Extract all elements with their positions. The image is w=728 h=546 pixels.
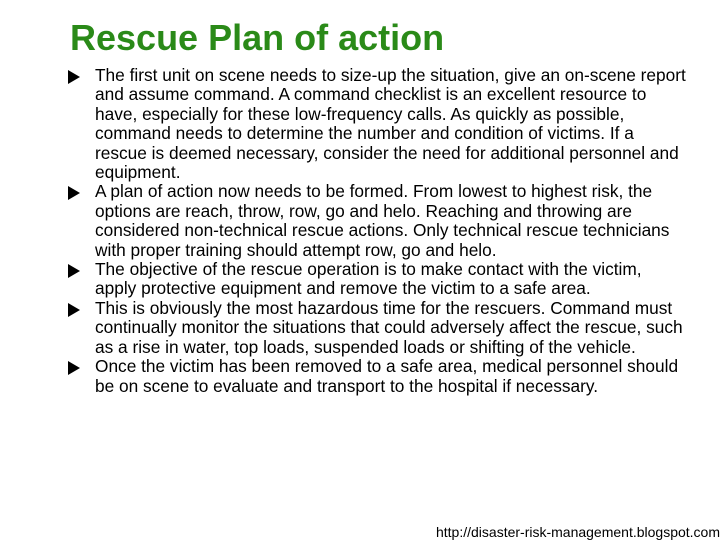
bullet-text: Once the victim has been removed to a safe area, medical personnel should be on scene to evaluate and transport to the hospital if necessary. [95,356,679,396]
bullet-arrow-icon [68,361,80,375]
bullet-arrow-icon [68,303,80,317]
list-item [68,66,686,182]
bullet-arrow-icon [68,264,80,278]
list-item [68,299,686,357]
bullet-list [68,66,686,396]
bullet-text: The first unit on scene needs to size-up the situation, give an on-scene report and assume command. A command checklist is an excellent resource to have, especially for these low-frequency calls. As quickly as possible, command needs to determine the number and condition of victims. If a rescue is deemed necessary, consider the need for additional personnel and equipment. [95,65,686,183]
bullet-arrow-icon [68,70,80,84]
list-item [68,260,686,299]
slide-title: Rescue Plan of action [70,17,445,58]
bullet-text: A plan of action now needs to be formed. From lowest to highest risk, the options are reach, throw, row, go and helo. Reaching and throwing are considered non-technical rescue actions. Only technical rescue technicians with proper training should attempt row, go and helo. [95,181,670,260]
list-item [68,182,686,260]
source-url-text: http://disaster-risk-management.blogspot.com [435,524,720,540]
bullet-text: This is obviously the most hazardous time for the rescuers. Command must continually monitor the situations that could adversely affect the rescue, such as a rise in water, top loads, suspended loads or shifting of the vehicle. [95,297,683,357]
list-item [68,357,686,396]
bullet-arrow-icon [68,186,80,200]
bullet-text: The objective of the rescue operation is to make contact with the victim, apply protective equipment and remove the victim to a safe area. [95,259,642,299]
